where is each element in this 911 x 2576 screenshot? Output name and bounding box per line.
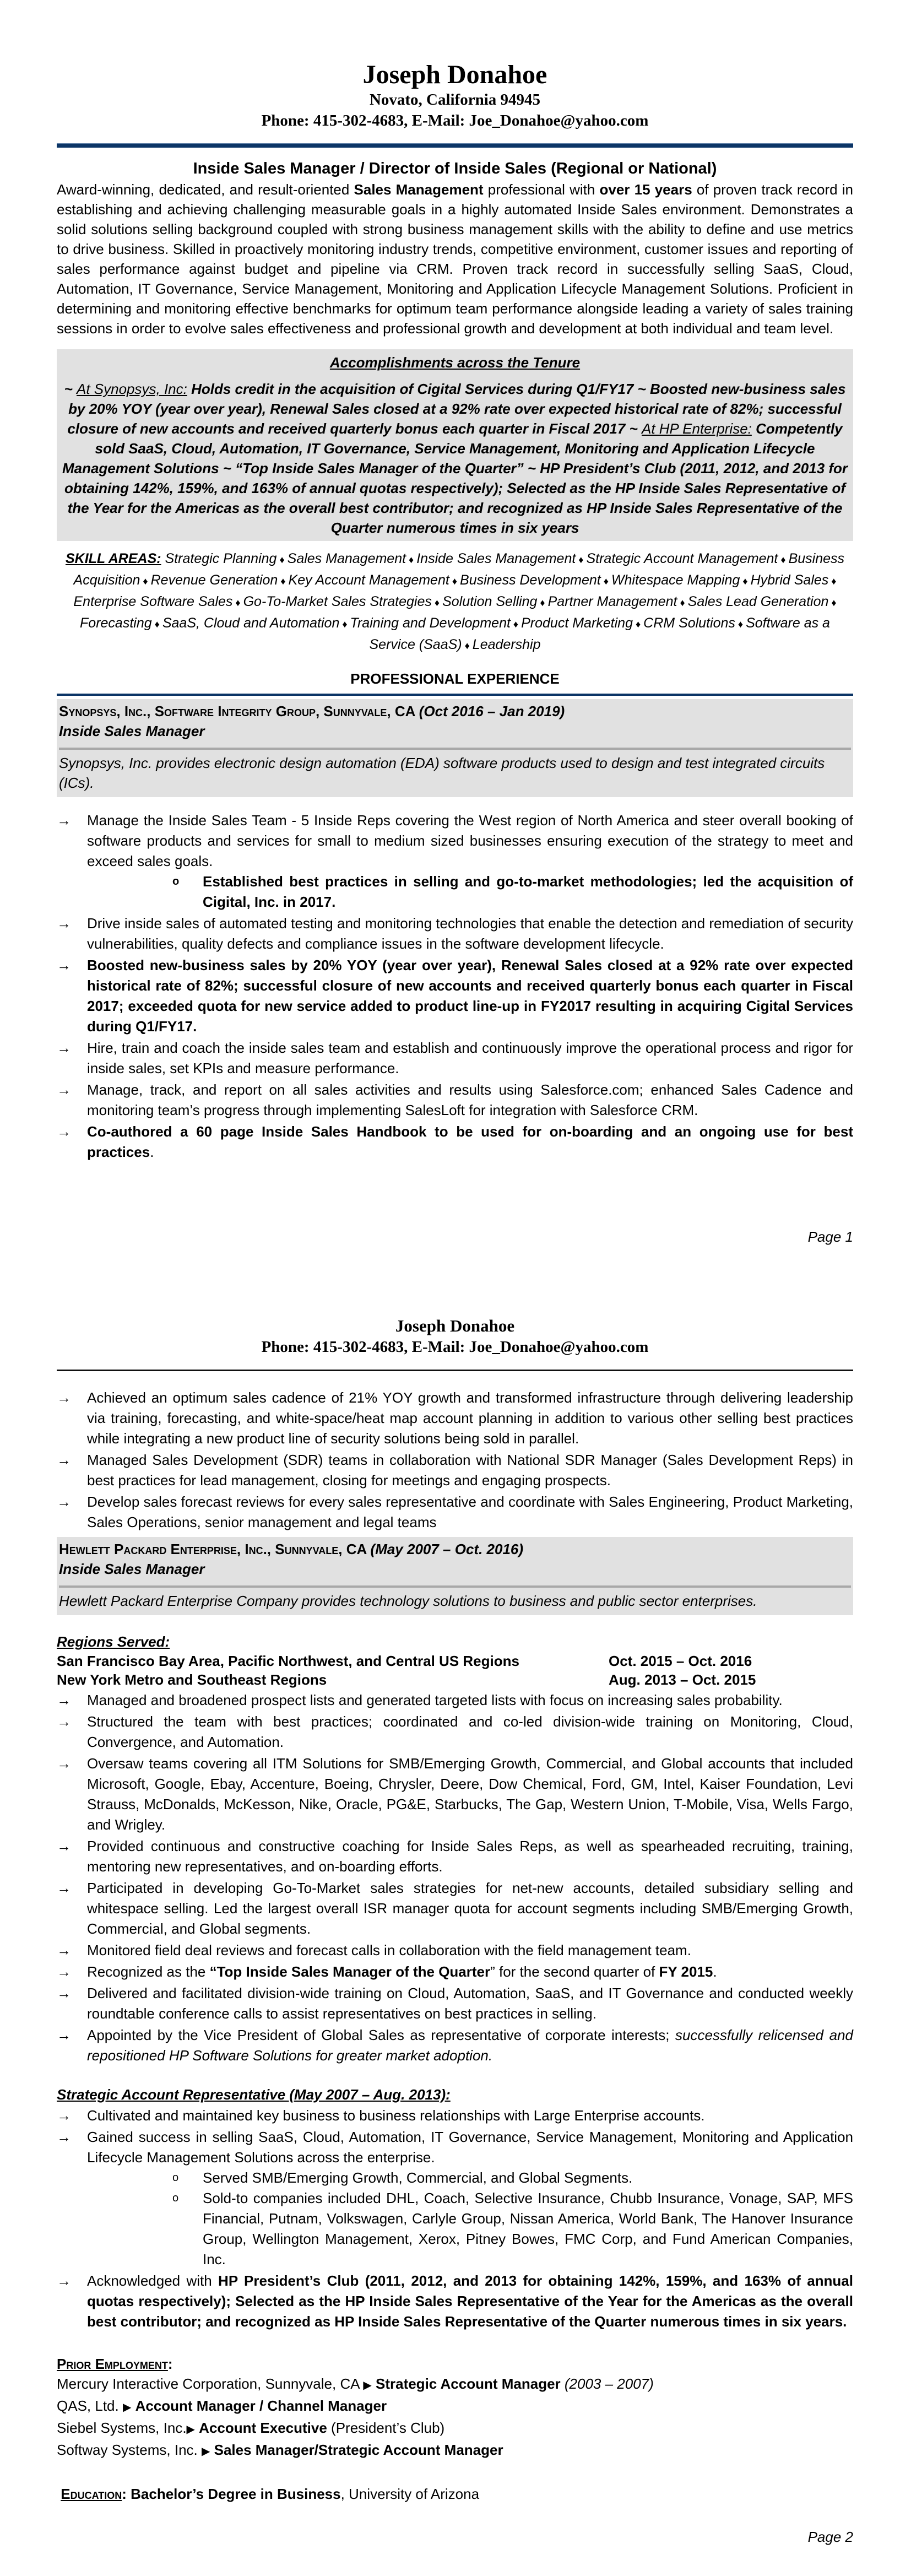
- candidate-contact: Phone: 415-302-4683, E-Mail: Joe_Donahoe@yahoo.com: [261, 112, 649, 129]
- arrow-icon: →: [57, 957, 71, 973]
- school: , University of Arizona: [340, 2486, 480, 2502]
- hp-accomplishment: Competently sold SaaS, Cloud, Automation, IT Governance, Service Management, Monitoring and Application Lifecycle Management Solutions ~ “Top Inside Sales Manager of the Quarter” ~ HP President’s Club (2011, 2012, and 2013 for obtaining 142%, 159%, and 163% of annual quotas respectively); Selected as the HP Inside Sales Representative of the Year for the Americas as the overall best contributor; and recognized as HP Inside Sales Representative of the Quarter numerous times in six years: [62, 420, 848, 536]
- skill-areas-label: SKILL AREAS:: [65, 551, 161, 566]
- bullet-text: Acknowledged with: [87, 2272, 219, 2289]
- candidate-name: Joseph Donahoe: [362, 60, 547, 89]
- prior-extra: (President’s Club): [327, 2420, 445, 2436]
- diamond-separator-icon: ♦: [828, 597, 837, 608]
- job-role: Inside Sales Manager: [59, 1561, 205, 1577]
- bullet-text: Cultivated and maintained key business to business relationships with Large Enterprise accounts.: [87, 2107, 705, 2124]
- arrow-icon: →: [57, 1985, 71, 2001]
- diamond-separator-icon: ♦: [151, 619, 162, 630]
- fiscal-year: FY 2015: [659, 1963, 713, 1980]
- skill-item: Business Acquisition: [73, 551, 845, 588]
- arrow-icon: →: [57, 1493, 71, 1510]
- tilde: ~: [625, 420, 642, 437]
- job-company: [59, 701, 851, 721]
- bullet-text: Managed and broadened prospect lists and generated targeted lists with focus on increasing sales probability.: [87, 1692, 783, 1708]
- resume-page-1: [0, 0, 911, 1273]
- triangle-right-icon: ▶: [201, 2445, 210, 2458]
- sub-bullets: [87, 2168, 853, 2270]
- job-separator: [59, 1585, 851, 1588]
- skill-item: SaaS, Cloud and Automation: [162, 615, 340, 631]
- summary-text: of proven track record in establishing and achieving challenging measurable goals in a highly automated Inside Sales environment. Demonstrates a solid solutions selling background coupled with strong business management skills with the ability to define and use metrics to drive business. Skilled in proactively monitoring industry trends, competitive environment, customer issues and reporting of sales performance against budget and pipeline via CRM. Proven track record in successfully selling SaaS, Cloud, Automation, IT Governance, Service Management, Monitoring and Application Lifecycle Management Solutions. Proficient in determining and monitoring effective benchmarks for optimum team performance alongside leading a variety of sales training sessions in order to evolve sales effectiveness and professional growth and development at both individual and team level.: [57, 181, 854, 337]
- colon: :: [122, 2486, 131, 2502]
- diamond-separator-icon: ♦: [632, 619, 644, 630]
- list-item: [87, 2168, 853, 2188]
- bullet-text: Recognized as the: [87, 1963, 210, 1980]
- arrow-icon: →: [57, 1713, 71, 1730]
- header-divider: [57, 143, 853, 148]
- arrow-icon: →: [57, 1123, 71, 1140]
- region-dates: Aug. 2013 – Oct. 2015: [609, 1671, 756, 1688]
- job-role: Inside Sales Manager: [59, 723, 205, 739]
- prior-company: QAS, Ltd.: [57, 2398, 123, 2414]
- skill-item: Solution Selling: [442, 594, 538, 609]
- diamond-separator-icon: ♦: [462, 640, 473, 651]
- award-name: “Top Inside Sales Manager of the Quarter: [209, 1963, 491, 1980]
- diamond-separator-icon: ♦: [735, 619, 746, 630]
- region-row: [57, 1652, 853, 1670]
- diamond-separator-icon: ♦: [232, 597, 243, 608]
- company-description: Hewlett Packard Enterprise Company provides technology solutions to business and public sector enterprises.: [59, 1593, 757, 1609]
- diamond-separator-icon: ♦: [431, 597, 443, 608]
- list-item: [57, 1080, 853, 1121]
- diamond-separator-icon: ♦: [677, 597, 688, 608]
- diamond-separator-icon: ♦: [278, 576, 289, 587]
- bullet-text: Managed Sales Development (SDR) teams in collaboration with National SDR Manager (Sales Development Reps) in best practices for lead management, closing for meetings and engaging prospects.: [87, 1452, 853, 1489]
- list-item: [57, 810, 853, 912]
- job-separator: [59, 748, 851, 750]
- list-item: [57, 1388, 853, 1449]
- section-divider: [57, 694, 853, 696]
- prior-role: Account Executive: [199, 2420, 327, 2436]
- prior-employment-row: [57, 2440, 853, 2462]
- arrow-icon: →: [57, 1452, 71, 1468]
- skill-item: Leadership: [472, 637, 541, 652]
- page-number: Page 2: [807, 2529, 853, 2545]
- diamond-separator-icon: ♦: [537, 597, 548, 608]
- arrow-icon: →: [57, 1963, 71, 1980]
- list-item: [57, 1492, 853, 1533]
- prior-employment-row: [57, 2374, 853, 2396]
- skill-item: Sales Lead Generation: [687, 594, 829, 609]
- skill-item: Training and Development: [350, 615, 511, 631]
- sub-bullets: [87, 872, 853, 912]
- synopsys-bullets: [57, 810, 853, 1162]
- circle-bullet-icon: o: [172, 2172, 179, 2184]
- prior-employment-row: [57, 2396, 853, 2418]
- list-item: [57, 2271, 853, 2332]
- prior-employment-title: [57, 2354, 853, 2374]
- list-item: [57, 1450, 853, 1491]
- bullet-text: Delivered and facilitated division-wide training on Cloud, Automation, SaaS, and IT Governance and conducted weekly roundtable conference calls to assist representatives on best practices in selling.: [87, 1985, 853, 2022]
- skill-item: Enterprise Software Sales: [73, 594, 233, 609]
- list-item: [57, 1754, 853, 1835]
- sar-bullets: [57, 2106, 853, 2332]
- list-item: [57, 1878, 853, 1939]
- summary-text: professional with: [483, 181, 600, 198]
- skill-item: Product Marketing: [521, 615, 633, 631]
- region-name: New York Metro and Southeast Regions: [57, 1671, 327, 1688]
- prior-role: Account Manager / Channel Manager: [135, 2398, 387, 2414]
- triangle-right-icon: ▶: [363, 2379, 372, 2391]
- bullet-text: Oversaw teams covering all ITM Solutions for SMB/Emerging Growth, Commercial, and Global accounts that included Microsoft, Google, Ebay, Accenture, Boeing, Chrysler, Deere, Dow Chemical, Ford, GM, Intel, Kaiser Foundation, Levi Strauss, McDonalds, McKesson, Nike, Oracle, PG&E, Starbucks, The Gap, Western Union, T-Mobile, Visa, Wells Fargo, and Wrigley.: [87, 1755, 853, 1833]
- degree: Bachelor’s Degree in Business: [131, 2486, 341, 2502]
- arrow-icon: →: [57, 1389, 71, 1406]
- accomplishments-box: [57, 349, 853, 541]
- arrow-icon: →: [57, 1755, 71, 1772]
- hpe-bullets: [57, 1690, 853, 2066]
- region-row: [57, 1670, 853, 1689]
- job-dates: (May 2007 – Oct. 2016): [370, 1541, 524, 1557]
- section-title-experience: PROFESSIONAL EXPERIENCE: [350, 670, 560, 687]
- list-item: [57, 2106, 853, 2126]
- diamond-separator-icon: ♦: [510, 619, 522, 630]
- prior-company: Mercury Interactive Corporation, Sunnyvale, CA: [57, 2375, 364, 2392]
- arrow-icon: →: [57, 1838, 71, 1854]
- job-company: [59, 1539, 851, 1559]
- triangle-right-icon: ▶: [122, 2401, 132, 2413]
- synopsys-accomplishment: Holds credit in the acquisition of Cigital Services during Q1/FY17 ~ Boosted new-business sales by 20% YOY (year over year), Renewal Sales closed at a 92% rate over expected historical rate of 82%; successful closure of new accounts and received quarterly bonus each quarter in Fiscal 2017: [67, 381, 846, 437]
- arrow-icon: →: [57, 812, 71, 829]
- company-name: Hewlett Packard Enterprise, Inc., Sunnyvale, CA: [59, 1541, 367, 1557]
- list-item: [87, 872, 853, 912]
- summary-bold: Sales Management: [354, 181, 484, 198]
- regions-served-title: Regions Served:: [57, 1633, 170, 1650]
- company-description: Synopsys, Inc. provides electronic design automation (EDA) software products used to design and test integrated circuits (ICs).: [59, 755, 825, 791]
- arrow-icon: →: [57, 1942, 71, 1958]
- list-item: [87, 2188, 853, 2270]
- diamond-separator-icon: ♦: [600, 576, 611, 587]
- bullet-text: Manage, track, and report on all sales activities and results using Salesforce.com; enhanced Sales Cadence and monitoring team’s progress through implementing SalesLoft for integration with Salesforce CRM.: [87, 1081, 853, 1118]
- diamond-separator-icon: ♦: [140, 576, 151, 587]
- company-name: Synopsys, Inc., Software Integrity Group, Sunnyvale, CA: [59, 703, 415, 719]
- arrow-icon: →: [57, 1081, 71, 1098]
- circle-bullet-icon: o: [172, 875, 180, 887]
- bullet-text: Participated in developing Go-To-Market sales strategies for net-new accounts, detailed subsidiary selling and whitespace selling. Led the largest overall ISR manager quota for account segments including SMB/Emerging Growth, Commercial, and Global segments.: [87, 1880, 853, 1937]
- list-item: [57, 1690, 853, 1711]
- arrow-icon: →: [57, 1692, 71, 1708]
- education-label: Education: [61, 2486, 122, 2502]
- skill-item: Software as a Service (SaaS): [369, 615, 830, 652]
- page2-name: Joseph Donahoe: [395, 1316, 515, 1335]
- strategic-account-rep-title: Strategic Account Representative (May 2007 – Aug. 2013):: [57, 2086, 451, 2103]
- list-item: [57, 2025, 853, 2066]
- skill-item: Key Account Management: [288, 572, 449, 588]
- triangle-right-icon: ▶: [186, 2423, 195, 2436]
- resume-page-2: [0, 1273, 911, 2576]
- skill-item: Strategic Planning: [165, 551, 277, 566]
- bullet-text: Manage the Inside Sales Team - 5 Inside Reps covering the West region of North America and steer overall booking of software products and services for small to medium sized businesses ensuring execution of the strategy to meet and exceed sales goals.: [87, 812, 853, 869]
- bullet-text: Provided continuous and constructive coaching for Inside Sales Reps, as well as spearheaded recruiting, training, mentoring new representatives, and on-boarding efforts.: [87, 1838, 853, 1875]
- accomplishments-title: Accomplishments across the Tenure: [329, 354, 581, 371]
- skill-item: Inside Sales Management: [416, 551, 576, 566]
- skill-item: Whitespace Mapping: [611, 572, 740, 588]
- bullet-text: Gained success in selling SaaS, Cloud, Automation, IT Governance, Service Management, Monitoring and Application Lifecycle Management Solutions across the enterprise.: [87, 2129, 853, 2166]
- diamond-separator-icon: ♦: [576, 554, 587, 565]
- list-item: [57, 1712, 853, 1752]
- bullet-text: Served SMB/Emerging Growth, Commercial, and Global Segments.: [203, 2169, 633, 2186]
- bullet-text: Monitored field deal reviews and forecast calls in collaboration with the field management team.: [87, 1942, 691, 1958]
- arrow-icon: →: [57, 2129, 71, 2145]
- skill-item: Sales Management: [287, 551, 406, 566]
- hp-label: At HP Enterprise:: [641, 420, 752, 437]
- diamond-separator-icon: ♦: [449, 576, 460, 587]
- prior-role: Sales Manager/Strategic Account Manager: [214, 2442, 503, 2458]
- summary-text: Award-winning, dedicated, and result-oriented: [57, 181, 354, 198]
- arrow-icon: →: [57, 1040, 71, 1056]
- list-item: [57, 955, 853, 1037]
- education: [57, 2484, 853, 2504]
- job-header-synopsys: [57, 699, 853, 797]
- bullet-text-italic: successfully relicensed and repositioned HP Software Solutions for greater market adoption.: [87, 2027, 854, 2064]
- page-number: Page 1: [807, 1229, 853, 1245]
- diamond-separator-icon: ♦: [276, 554, 288, 565]
- prior-role: Strategic Account Manager: [375, 2375, 561, 2392]
- bullet-text: .: [150, 1144, 154, 1160]
- skill-item: CRM Solutions: [643, 615, 735, 631]
- skill-item: Revenue Generation: [150, 572, 278, 588]
- bullet-text: ” for the second quarter of: [490, 1963, 659, 1980]
- list-item: [57, 1122, 853, 1162]
- region-name: San Francisco Bay Area, Pacific Northwest, and Central US Regions: [57, 1653, 519, 1669]
- arrow-icon: →: [57, 915, 71, 932]
- skill-item: Hybrid Sales: [750, 572, 829, 588]
- region-dates: Oct. 2015 – Oct. 2016: [609, 1653, 752, 1669]
- candidate-address: Novato, California 94945: [369, 91, 541, 109]
- summary-bold: over 15 years: [599, 181, 692, 198]
- list-item: [57, 1038, 853, 1079]
- target-headline: Inside Sales Manager / Director of Inside Sales (Regional or National): [193, 160, 717, 177]
- arrow-icon: →: [57, 2272, 71, 2289]
- tilde: ~: [64, 381, 77, 397]
- circle-bullet-icon: o: [172, 2192, 179, 2204]
- arrow-icon: →: [57, 2027, 71, 2043]
- bullet-text: Appointed by the Vice President of Global Sales as representative of corporate interests;: [87, 2027, 675, 2043]
- bullet-text: Develop sales forecast reviews for every sales representative and coordinate with Sales Engineering, Product Marketing, Sales Operations, senior management and legal teams: [87, 1493, 853, 1530]
- bullet-text: Structured the team with best practices; coordinated and co-led division-wide training on Monitoring, Cloud, Convergence, and Automation.: [87, 1713, 853, 1750]
- diamond-separator-icon: ♦: [828, 576, 837, 587]
- page2-contact: Phone: 415-302-4683, E-Mail: Joe_Donahoe@yahoo.com: [261, 1338, 649, 1356]
- diamond-separator-icon: ♦: [740, 576, 751, 587]
- bullet-text: Hire, train and coach the inside sales team and establish and continuously improve the operational process and rigor for inside sales, set KPIs and measure performance.: [87, 1040, 853, 1076]
- skill-areas: [57, 549, 853, 656]
- list-item: [57, 1940, 853, 1961]
- bullet-text: Boosted new-business sales by 20% YOY (year over year), Renewal Sales closed at a 92% rate over expected historical rate of 82%; successful closure of new accounts and received quarterly bonus each quarter in Fiscal 2017; exceeded quota for new service added to product line-up in FY2017 resulting in acquiring Cigital Services during Q1/FY17.: [87, 957, 853, 1035]
- skill-item: Forecasting: [80, 615, 152, 631]
- synopsys-bullets-continued: [57, 1388, 853, 1533]
- bullet-text: .: [713, 1963, 717, 1980]
- bullet-text-bold: HP President’s Club (2011, 2012, and 2013 for obtaining 142%, 159%, and 163% of annual quotas respectively); Selected as the HP Inside Sales Representative of the Year for the Americas as the overall best contributor; and recognized as HP Inside Sales Representative of the Quarter numerous times in six years.: [87, 2272, 853, 2330]
- list-item: [57, 1962, 853, 1982]
- skill-areas-list: [73, 551, 844, 652]
- bullet-text: Sold-to companies included DHL, Coach, Selective Insurance, Chubb Insurance, Vonage, SAP, MFS Financial, Putnam, Volkswagen, Carlyle Group, Nissan America, World Bank, The Hanover Insurance Group, Wellington Management, Xerox, Pitney Bowes, FMC Corp, and Fund American Companies, Inc.: [203, 2190, 853, 2267]
- page2-divider: [57, 1370, 853, 1371]
- diamond-separator-icon: ♦: [406, 554, 417, 565]
- list-item: [57, 2127, 853, 2270]
- professional-summary: [57, 180, 853, 338]
- accomplishments-text: [59, 379, 851, 538]
- bullet-text: Co-authored a 60 page Inside Sales Handbook to be used for on-boarding and an ongoing use for best practices: [87, 1123, 853, 1160]
- prior-employment-label: Prior Employment: [57, 2356, 168, 2372]
- arrow-icon: →: [57, 1880, 71, 1896]
- synopsys-label: At Synopsys, Inc:: [76, 381, 187, 397]
- colon: :: [167, 2356, 173, 2372]
- list-item: [57, 913, 853, 954]
- prior-company: Siebel Systems, Inc.: [57, 2420, 187, 2436]
- prior-employment-row: [57, 2418, 853, 2440]
- job-header-hpe: [57, 1537, 853, 1615]
- skill-item: Strategic Account Management: [586, 551, 778, 566]
- skill-item: Partner Management: [547, 594, 677, 609]
- prior-dates: (2003 – 2007): [560, 2375, 654, 2392]
- list-item: [57, 1836, 853, 1877]
- bullet-text: Established best practices in selling and go-to-market methodologies; led the acquisition of Cigital, Inc. in 2017.: [203, 873, 853, 910]
- prior-company: Softway Systems, Inc.: [57, 2442, 202, 2458]
- bullet-text: Achieved an optimum sales cadence of 21% YOY growth and transformed infrastructure through delivering leadership via training, forecasting, and white-space/heat map account planning in addition to various other selling best practices while integrating a new product line of security solutions being sold in parallel.: [87, 1389, 853, 1447]
- skill-item: Go-To-Market Sales Strategies: [243, 594, 432, 609]
- arrow-icon: →: [57, 2107, 71, 2124]
- diamond-separator-icon: ♦: [339, 619, 350, 630]
- diamond-separator-icon: ♦: [778, 554, 789, 565]
- list-item: [57, 1983, 853, 2024]
- bullet-text: Drive inside sales of automated testing and monitoring technologies that enable the detection and remediation of security vulnerabilities, quality defects and compliance issues in the software development lifecycle.: [87, 915, 853, 952]
- job-dates: (Oct 2016 – Jan 2019): [419, 703, 565, 719]
- skill-item: Business Development: [460, 572, 601, 588]
